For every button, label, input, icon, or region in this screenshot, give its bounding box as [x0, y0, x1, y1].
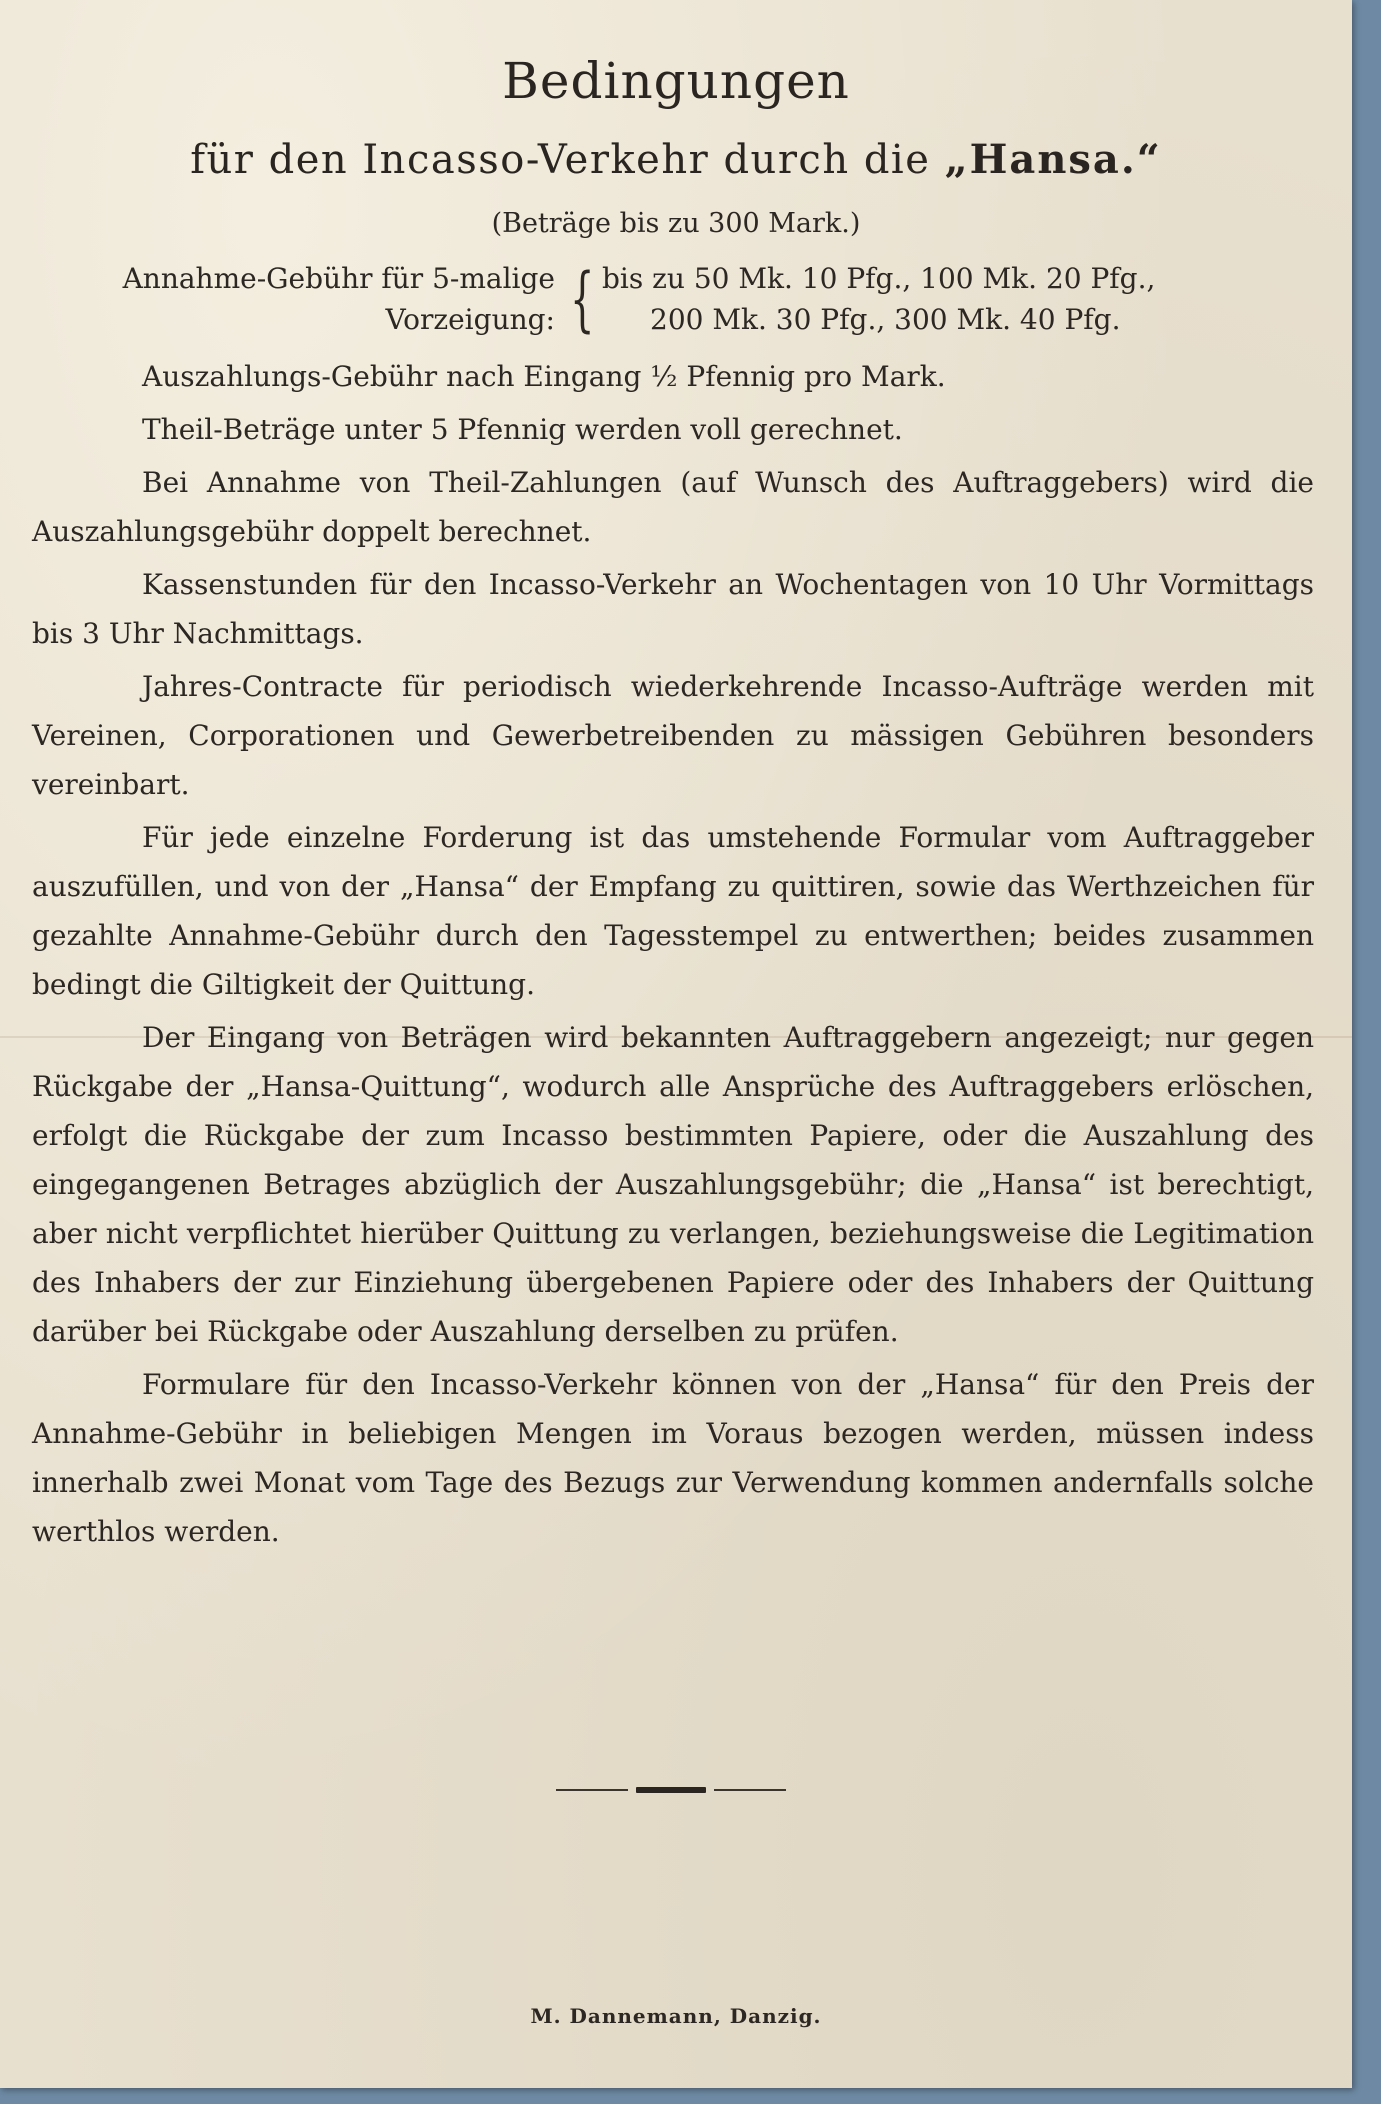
fee-values-line-1: bis zu 50 Mk. 10 Pfg., 100 Mk. 20 Pfg., [602, 262, 1156, 295]
curly-brace: { [570, 258, 595, 340]
fee-values-line-2: 200 Mk. 30 Pfg., 300 Mk. 40 Pfg. [650, 303, 1121, 336]
fee-schedule [60, 258, 1310, 340]
document-title: Bedingungen [502, 52, 850, 110]
ornament-center-bar [636, 1787, 706, 1793]
paragraph-form-instructions: Für jede einzelne Forderung ist das umstehende Formular vom Auftraggeber auszufüllen, und von der „Hansa“ der Empfang zu quittiren, sowie das Werthzeichen für gezahlte Annahme-Gebühr durch den Tagesstempel zu entwerthen; beides zusammen bedingt die Giltigkeit der Quittung. [32, 821, 1314, 1001]
subtitle-text: für den Incasso-Verkehr durch die [190, 137, 931, 183]
conditions-body [32, 352, 1314, 1560]
paragraph-partial-payments: Bei Annahme von Theil-Zahlungen (auf Wunsch des Auftraggebers) wird die Auszahlungsgebühr doppelt berechnet. [32, 466, 1314, 548]
document-subtitle [0, 136, 1352, 183]
paragraph-payout-fee: Auszahlungs-Gebühr nach Eingang ½ Pfennig pro Mark. [142, 360, 946, 393]
paragraph-forms-purchase: Formulare für den Incasso-Verkehr können von der „Hansa“ für den Preis der Annahme-Gebühr in beliebigen Mengen im Voraus bezogen werden, müssen indess innerhalb zwei Monat vom Tage des Bezugs zur Verwendung kommen andernfalls solche werthlos werden. [32, 1368, 1314, 1548]
ornament-right-rule [714, 1789, 786, 1791]
amount-range-note: (Beträge bis zu 300 Mark.) [491, 208, 861, 239]
paragraph-office-hours: Kassenstunden für den Incasso-Verkehr an Wochentagen von 10 Uhr Vormittags bis 3 Uhr Nachmittags. [32, 568, 1314, 650]
fee-label [60, 258, 555, 340]
subtitle-company-name: „Hansa.“ [944, 136, 1162, 183]
fee-label-line-1: Annahme-Gebühr für 5-malige [122, 262, 555, 295]
ornament-left-rule [556, 1789, 628, 1791]
paragraph-receipt-rules: Der Eingang von Beträgen wird bekannten Auftraggebern angezeigt; nur gegen Rückgabe der „Hansa-Quittung“, wodurch alle Ansprüche des Auftraggebers erlöschen, erfolgt die Rückgabe der zum Incasso bestimmten Papiere, oder die Auszahlung des eingegangenen Betrages abzüglich der Auszahlungsgebühr; die „Hansa“ ist berechtigt, aber nicht verpflichtet hierüber Quittung zu verlangen, beziehungsweise die Legitimation des Inhabers der zur Einziehung übergebenen Papiere oder des Inhabers der Quittung darüber bei Rückgabe oder Auszahlung derselben zu prüfen. [32, 1021, 1314, 1348]
divider-ornament [556, 1786, 786, 1794]
printer-imprint: M. Dannemann, Danzig. [530, 2004, 822, 2028]
fee-label-line-2: Vorzeigung: [385, 303, 555, 336]
paragraph-partial-amounts: Theil-Beträge unter 5 Pfennig werden voll gerechnet. [142, 413, 903, 446]
fee-values [602, 258, 1155, 340]
paragraph-annual-contracts: Jahres-Contracte für periodisch wiederkehrende Incasso-Aufträge werden mit Vereinen, Corporationen und Gewerbetreibenden zu mässigen Gebühren besonders vereinbart. [32, 670, 1314, 801]
